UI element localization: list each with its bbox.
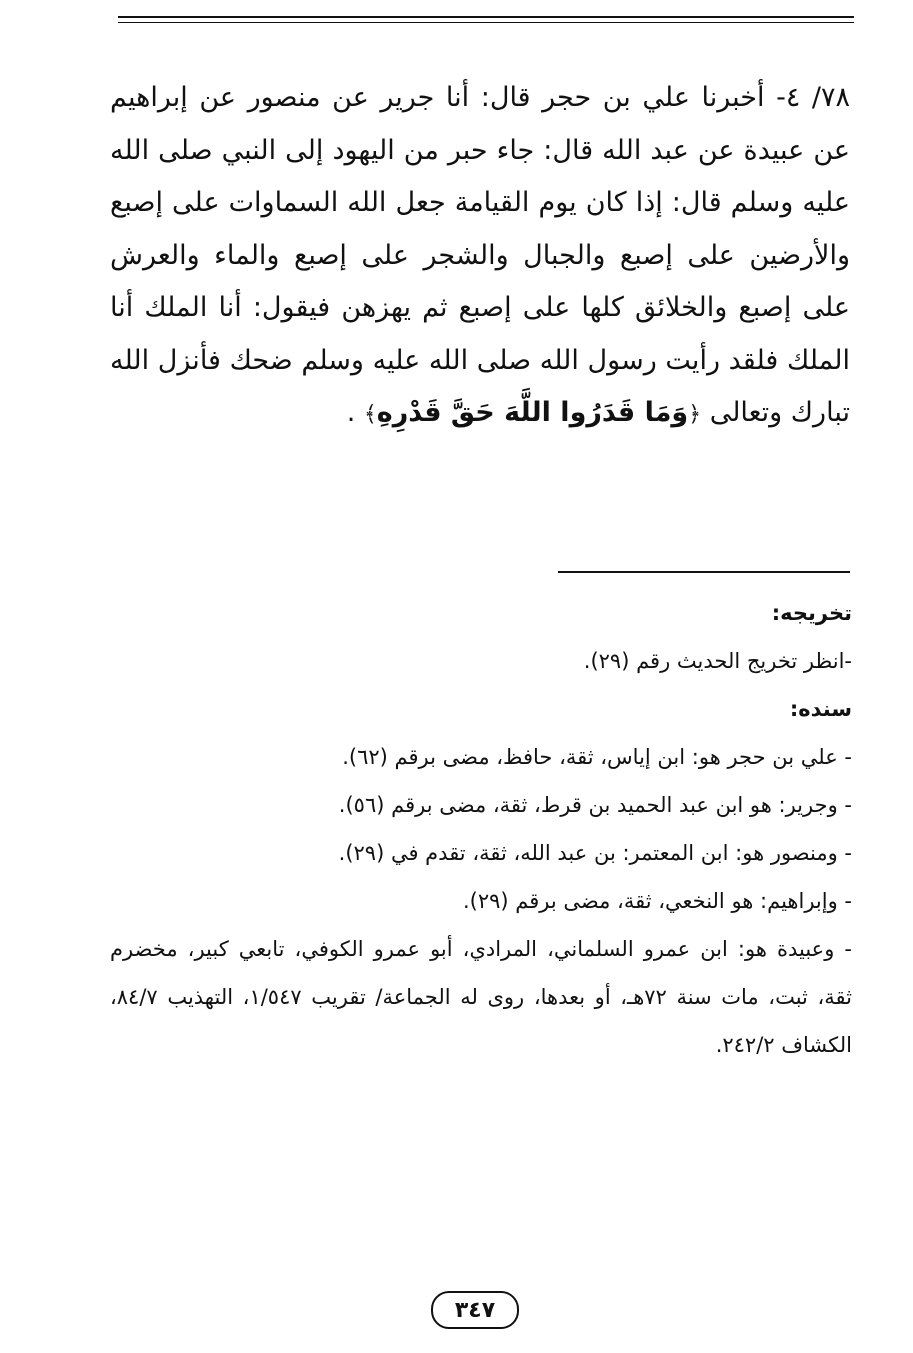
hadith-paragraph — [110, 72, 850, 442]
hadith-text: أخبرنا علي بن حجر قال: أنا جرير عن منصور عن إبراهيم عن عبيدة عن عبد الله قال: جاء حبر من اليهود إلى النبي صلى الله عليه وسلم قال: إذا كان يوم القيامة جعل الله السماوات على إصبع والأرضين على إصبع والجبال والشجر على إصبع والماء والعرش على إصبع والخلائق كلها على إصبع ثم يهزهن فيقول: أنا الملك أنا الملك فلقد رأيت رسول الله صلى الله عليه وسلم ضحك فأنزل الله تبارك وتعالى — [110, 82, 850, 428]
sanad-item: - علي بن حجر هو: ابن إياس، ثقة، حافظ، مضى برقم (٦٢). — [342, 745, 852, 769]
hadith-number: ٧٨/ ٤- — [776, 82, 851, 113]
hadith-end-mark: . — [346, 397, 356, 428]
sanad-item: - ومنصور هو: ابن المعتمر: بن عبد الله، ثقة، تقدم في (٢٩). — [338, 841, 852, 865]
sanad-item-last: - وعبيدة هو: ابن عمرو السلماني، المرادي، أبو عمرو الكوفي، تابعي كبير، مخضرم ثقة، ثبت، مات سنة ٧٢هـ، أو بعدها، روى له الجماعة/ تقريب ١/٥٤٧، التهذيب ٨٤/٧، الكشاف ٢٤٢/٢. — [110, 937, 852, 1057]
takhrij-heading: تخريجه: — [771, 601, 852, 625]
header-rule-thin — [118, 22, 854, 23]
footnotes — [110, 589, 852, 1069]
footnote-separator — [558, 571, 850, 573]
quran-close-bracket: ﴾ — [363, 402, 377, 427]
quran-quote — [364, 397, 701, 428]
sanad-item: - وإبراهيم: هو النخعي، ثقة، مضى برقم (٢٩). — [462, 889, 852, 913]
sanad-item: - وجرير: هو ابن عبد الحميد بن قرط، ثقة، مضى برقم (٥٦). — [338, 793, 852, 817]
takhrij-line: -انظر تخريج الحديث رقم (٢٩). — [583, 649, 852, 673]
header-rule — [118, 16, 854, 18]
quran-verse: وَمَا قَدَرُوا اللَّهَ حَقَّ قَدْرِهِ — [376, 397, 689, 428]
quran-open-bracket: ﴿ — [688, 402, 702, 427]
page-number: ٣٤٧ — [431, 1291, 519, 1329]
sanad-heading: سنده: — [789, 697, 852, 721]
